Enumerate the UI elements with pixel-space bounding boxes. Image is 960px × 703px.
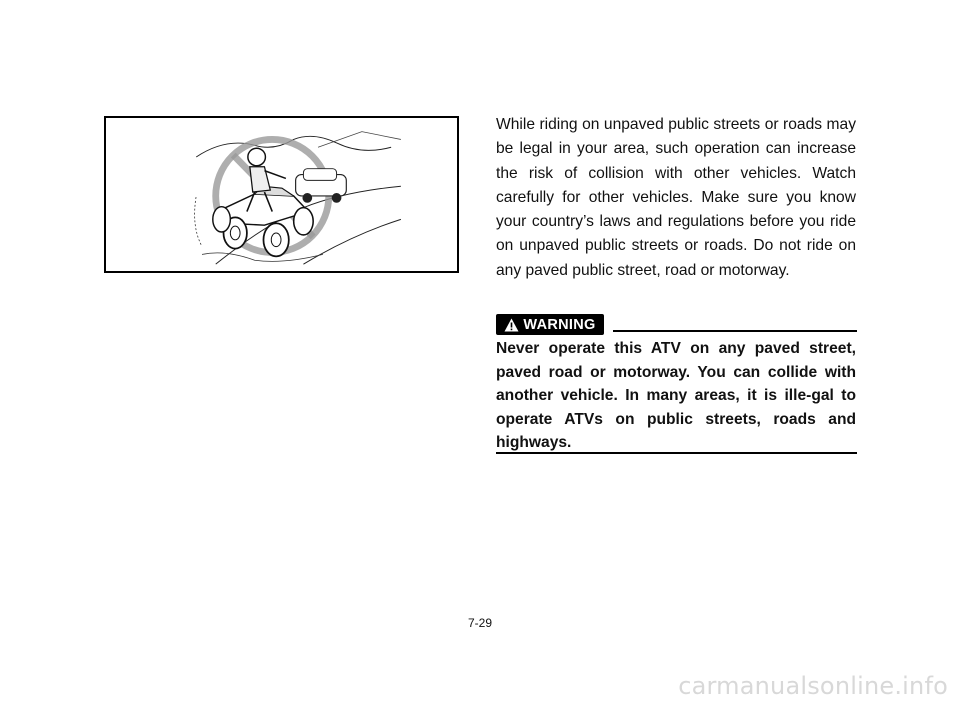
page-number: 7-29 bbox=[467, 616, 493, 630]
warning-badge bbox=[496, 314, 604, 335]
warning-bottom-rule bbox=[496, 452, 857, 454]
warning-text: Never operate this ATV on any paved street, paved road or motorway. You can collide with another vehicle. In many areas, it is ille-gal to operate ATVs on public streets, roads and highways. bbox=[496, 340, 856, 451]
warning-rule bbox=[613, 330, 857, 332]
watermark: carmanualsonline.info bbox=[678, 672, 948, 700]
atv-illustration bbox=[104, 116, 459, 273]
body-paragraph: While riding on unpaved public streets or roads may be legal in your area, such operation can increase the risk of collision with other vehicles. Watch carefully for other vehicles. Make sure you know your country’s laws and regulations before you ride on unpaved public streets or roads. Do not ride on any paved public street, road or motorway. bbox=[496, 116, 856, 279]
warning-label: WARNING bbox=[523, 316, 596, 333]
warning-header bbox=[496, 314, 857, 336]
warning-triangle-icon bbox=[504, 318, 519, 332]
atv-rider-illustration bbox=[106, 118, 457, 271]
